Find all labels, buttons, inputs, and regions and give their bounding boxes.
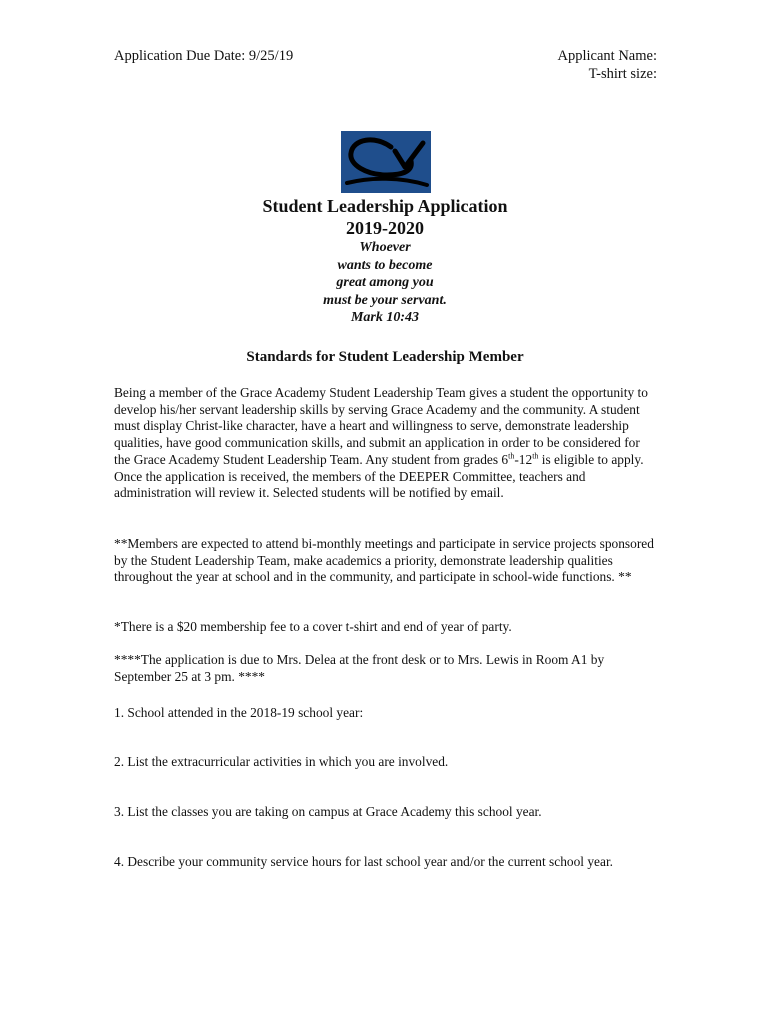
verse-line: Whoever (359, 240, 411, 255)
fee-paragraph: *There is a $20 membership fee to a cover t-shirt and end of year of party. (114, 619, 512, 634)
standards-heading: Standards for Student Leadership Member (246, 349, 524, 365)
question-3: 3. List the classes you are taking on campus at Grace Academy this school year. (114, 804, 542, 819)
superscript: th (508, 451, 515, 461)
question-1: 1. School attended in the 2018-19 school year: (114, 705, 364, 720)
applicant-name-label: Applicant Name: (557, 48, 657, 64)
verse-line: must be your servant. (323, 292, 447, 308)
verse-reference: Mark 10:43 (350, 310, 420, 325)
bible-verse (0, 239, 770, 327)
page-title: Student Leadership Application (262, 196, 508, 216)
school-year: 2019-2020 (346, 218, 424, 238)
expectations-paragraph: **Members are expected to attend bi-monthly meetings and participate in service projects sponsored by the Student Leadership Team, make academics a priority, demonstrate leadership qualities throughout the year at school and in the community, and participate in school-wide functions. ** (114, 536, 654, 585)
paragraph-text: is eligible to apply. Once the application is received, the members of the DEEPER Committee, teachers and administration will review it. Selected students will be notified by email. (114, 451, 644, 501)
standards-paragraph (114, 385, 659, 502)
school-logo-icon (341, 131, 431, 193)
paragraph-text: -12 (514, 451, 533, 467)
verse-line: great among you (336, 275, 434, 290)
question-2: 2. List the extracurricular activities in which you are involved. (114, 754, 449, 769)
superscript: th (532, 451, 539, 461)
due-date: Application Due Date: 9/25/19 (114, 48, 294, 64)
paragraph-text: Being a member of the Grace Academy Student Leadership Team gives a student the opportunity to develop his/her servant leadership skills by serving Grace Academy and the community. A student must display Christ-like character, have a heart and willingness to serve, demonstrate leadership qualities, have good communication skills, and submit an application in order to be considered for the Grace Academy Student Leadership Team. Any student from grades 6 (114, 385, 648, 467)
applicant-fields (558, 47, 657, 83)
question-4: 4. Describe your community service hours for last school year and/or the current school year. (114, 854, 614, 869)
verse-line: wants to become (337, 257, 433, 273)
due-paragraph: ****The application is due to Mrs. Delea at the front desk or to Mrs. Lewis in Room A1 by September 25 at 3 pm. **** (114, 652, 605, 684)
tshirt-size-label: T-shirt size: (588, 66, 657, 82)
